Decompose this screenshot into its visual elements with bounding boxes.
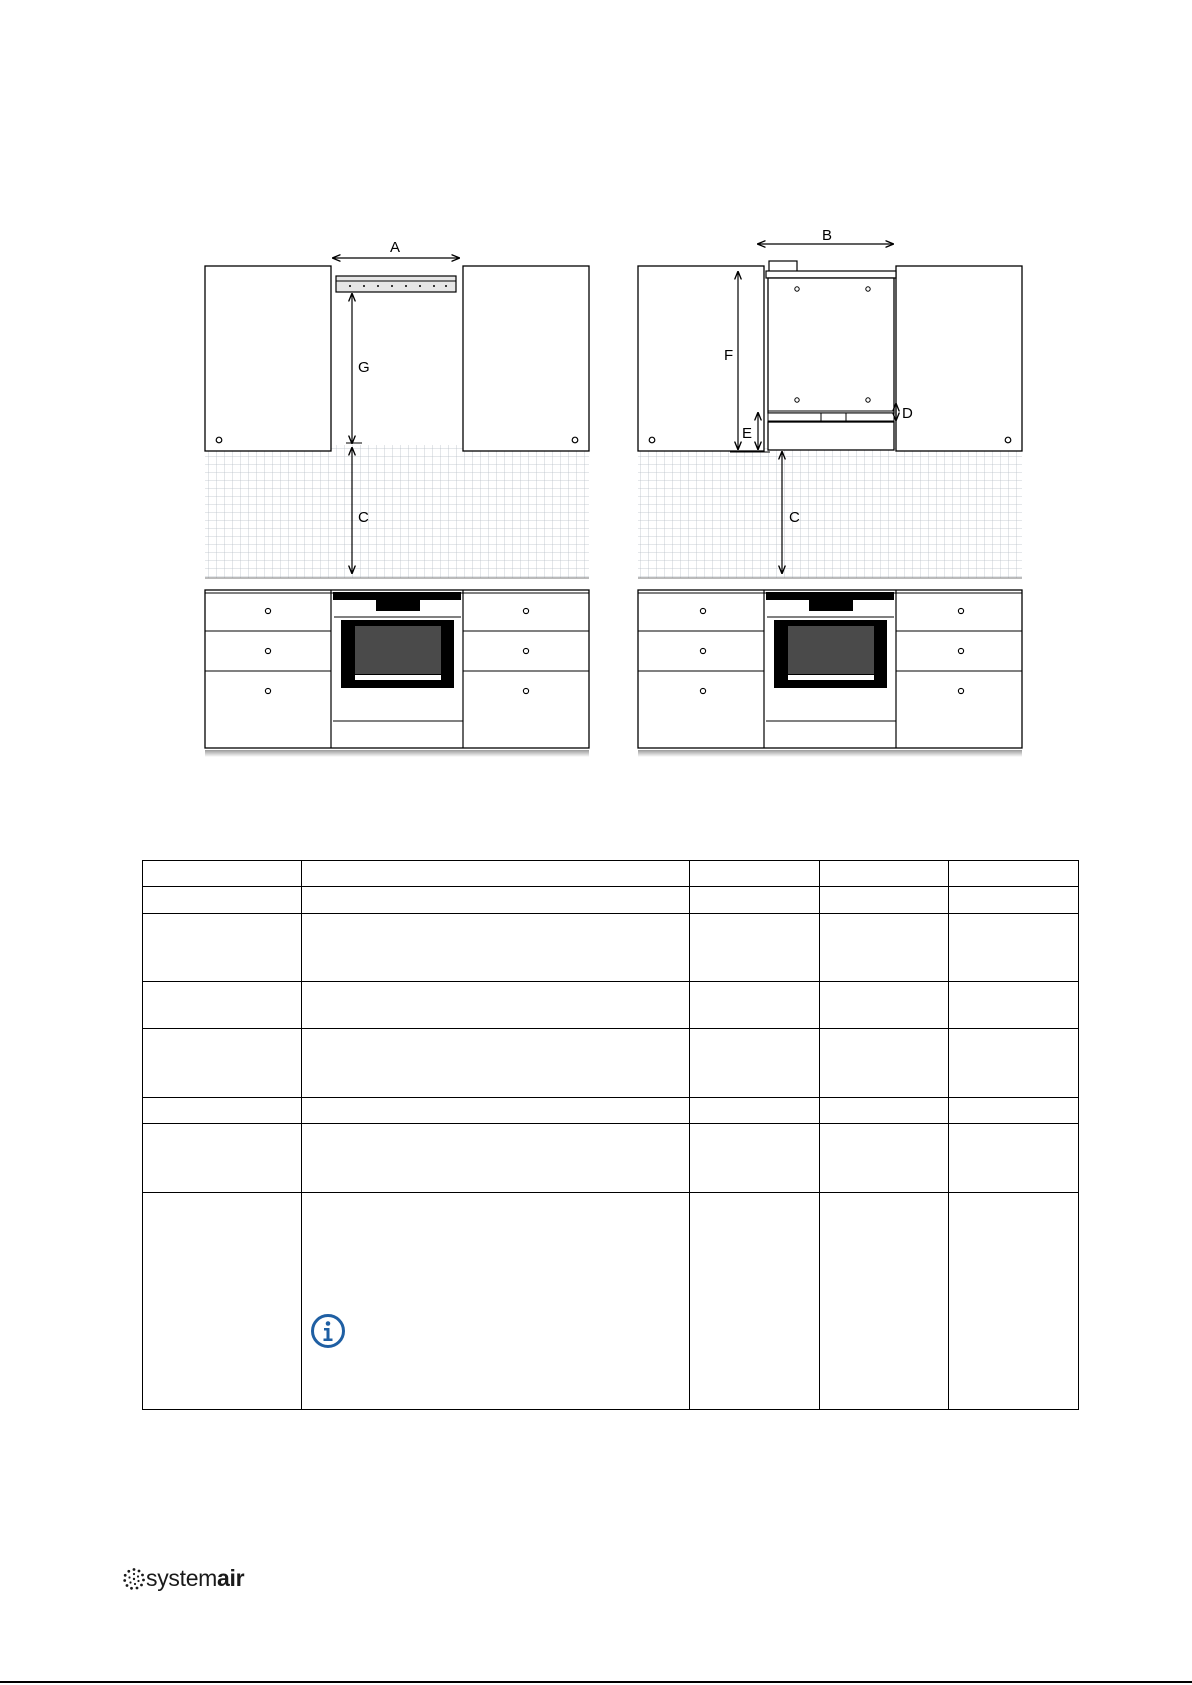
table-cell	[302, 1029, 690, 1098]
wall-cabinet-left	[638, 266, 764, 451]
dimension-table	[142, 860, 1079, 1410]
kitchen-right	[638, 227, 1022, 757]
wall-cabinet-right	[896, 266, 1022, 451]
dim-label-a: A	[390, 239, 401, 256]
table-row	[143, 1193, 1079, 1410]
table-row	[143, 887, 1079, 914]
wall-cabinet-right	[463, 266, 589, 451]
table-cell	[302, 982, 690, 1029]
brand-wordmark: systemair	[146, 1565, 245, 1591]
systemair-swirl-icon	[122, 1567, 146, 1591]
table-cell	[949, 887, 1079, 914]
tiled-backsplash	[205, 445, 589, 578]
dim-label-c-right: C	[789, 509, 800, 526]
tiled-backsplash	[638, 447, 1022, 578]
table-row	[143, 861, 1079, 887]
table-cell	[949, 1193, 1079, 1410]
table-cell	[820, 1193, 949, 1410]
dim-label-g: G	[358, 359, 370, 376]
dim-label-e: E	[742, 425, 753, 442]
table-cell	[302, 914, 690, 982]
table-cell	[690, 1098, 820, 1124]
dim-label-b: B	[822, 227, 833, 244]
table-cell	[949, 1098, 1079, 1124]
table-cell	[143, 1098, 302, 1124]
table-cell	[820, 861, 949, 887]
table-cell	[690, 887, 820, 914]
table-cell	[820, 914, 949, 982]
table-cell	[690, 861, 820, 887]
table-cell	[820, 982, 949, 1029]
table-cell	[143, 861, 302, 887]
table-cell	[302, 1193, 690, 1410]
table-cell	[302, 1124, 690, 1193]
table-cell	[143, 887, 302, 914]
kitchen-left	[205, 239, 589, 757]
page-bottom-rule	[0, 1681, 1192, 1683]
table-cell	[949, 1029, 1079, 1098]
table-row	[143, 1098, 1079, 1124]
table-row	[143, 1124, 1079, 1193]
dim-label-f: F	[724, 347, 734, 364]
table-cell	[143, 982, 302, 1029]
dim-label-d: D	[902, 405, 913, 422]
table-cell	[820, 887, 949, 914]
table-cell	[302, 887, 690, 914]
table-cell	[690, 1193, 820, 1410]
table-cell	[143, 1193, 302, 1410]
table-cell	[690, 914, 820, 982]
table-cell	[949, 914, 1079, 982]
table-cell	[949, 861, 1079, 887]
cooker-hood-unit	[766, 261, 896, 450]
table-cell	[143, 914, 302, 982]
table-cell	[690, 982, 820, 1029]
cooker-hood-integrated	[336, 276, 456, 292]
table-cell	[949, 1124, 1079, 1193]
table-cell	[820, 1029, 949, 1098]
table-cell	[302, 861, 690, 887]
table-cell	[143, 1029, 302, 1098]
info-icon	[310, 1313, 346, 1349]
dim-label-c-left: C	[358, 509, 369, 526]
table-cell	[690, 1124, 820, 1193]
systemair-logo	[122, 1565, 244, 1592]
table-cell	[143, 1124, 302, 1193]
installation-diagram	[0, 0, 1192, 780]
wall-cabinet-left	[205, 266, 331, 451]
table-row	[143, 1029, 1079, 1098]
table-row	[143, 982, 1079, 1029]
table-cell	[302, 1098, 690, 1124]
table-cell	[820, 1098, 949, 1124]
table-cell	[690, 1029, 820, 1098]
table-row	[143, 914, 1079, 982]
table-cell	[820, 1124, 949, 1193]
table-cell	[949, 982, 1079, 1029]
